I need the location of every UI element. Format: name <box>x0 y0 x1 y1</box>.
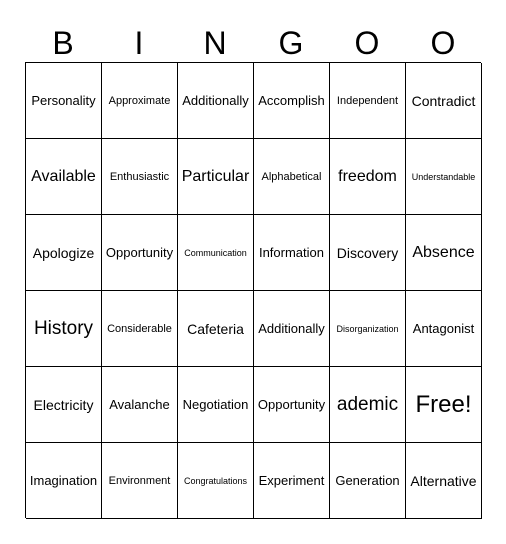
bingo-cell: Alternative <box>406 443 482 519</box>
bingo-cell: Experiment <box>254 443 330 519</box>
bingo-cell: Personality <box>26 63 102 139</box>
bingo-cell: Opportunity <box>102 215 178 291</box>
bingo-cell: History <box>26 291 102 367</box>
bingo-cell: Alphabetical <box>254 139 330 215</box>
bingo-cell: Communication <box>178 215 254 291</box>
bingo-cell: Independent <box>330 63 406 139</box>
bingo-board <box>25 62 481 518</box>
bingo-cell: Additionally <box>178 63 254 139</box>
header-letter-b: B <box>52 25 74 61</box>
bingo-cell: Approximate <box>102 63 178 139</box>
header-letter-n: N <box>203 25 227 61</box>
bingo-cell: Discovery <box>330 215 406 291</box>
header-letter-g: G <box>278 25 304 61</box>
bingo-cell: Environment <box>102 443 178 519</box>
bingo-cell: Additionally <box>254 291 330 367</box>
bingo-cell: Opportunity <box>254 367 330 443</box>
bingo-cell: Enthusiastic <box>102 139 178 215</box>
bingo-cell: Understandable <box>406 139 482 215</box>
bingo-cell: Considerable <box>102 291 178 367</box>
bingo-cell: Imagination <box>26 443 102 519</box>
bingo-cell: Information <box>254 215 330 291</box>
header-letter-o-2: O <box>430 25 456 61</box>
header-letter-o: O <box>354 25 380 61</box>
bingo-cell: Negotiation <box>178 367 254 443</box>
bingo-cell: Available <box>26 139 102 215</box>
bingo-cell: Disorganization <box>330 291 406 367</box>
bingo-cell: Generation <box>330 443 406 519</box>
bingo-cell: ademic <box>330 367 406 443</box>
free-space-cell: Free! <box>406 367 482 443</box>
bingo-cell: Contradict <box>406 63 482 139</box>
bingo-cell: Particular <box>178 139 254 215</box>
bingo-cell: Absence <box>406 215 482 291</box>
bingo-cell: Accomplish <box>254 63 330 139</box>
header-letter-i: I <box>134 25 144 61</box>
bingo-header <box>25 24 481 62</box>
bingo-cell: Congratulations <box>178 443 254 519</box>
bingo-cell: Cafeteria <box>178 291 254 367</box>
bingo-cell: Antagonist <box>406 291 482 367</box>
bingo-cell: freedom <box>330 139 406 215</box>
bingo-cell: Electricity <box>26 367 102 443</box>
bingo-cell: Avalanche <box>102 367 178 443</box>
bingo-cell: Apologize <box>26 215 102 291</box>
